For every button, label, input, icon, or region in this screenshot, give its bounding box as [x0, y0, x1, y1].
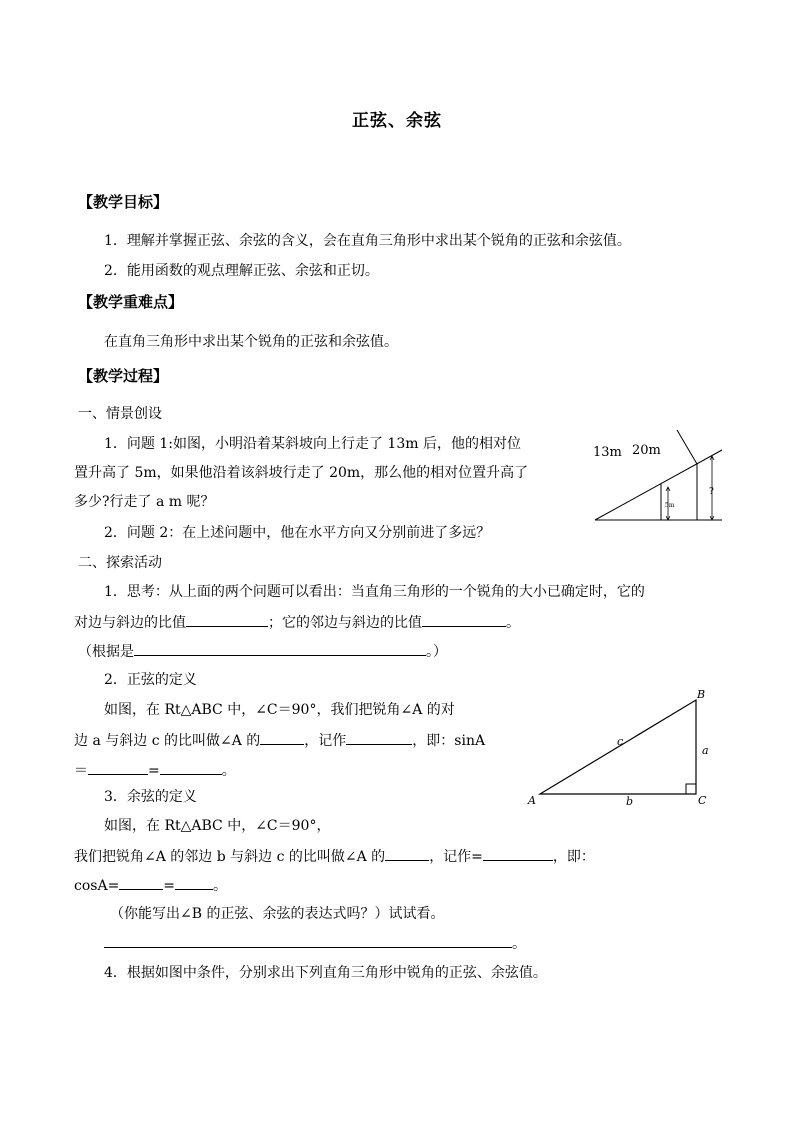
vertex-a-label: A [528, 794, 536, 807]
cosine-line1: 如图，在 Rt△ABC 中，∠C＝90°， [104, 818, 331, 834]
slope-figure [585, 428, 725, 528]
sine-line2: 边 a 与斜边 c 的比叫做∠A 的 ，记作 ，即：sinA [74, 729, 485, 751]
right-angle-mark [686, 784, 696, 794]
think-line1: 1．思考：从上面的两个问题可以看出：当直角三角形的一个锐角的大小已确定时，它的 [104, 584, 645, 600]
blank-sine-name[interactable] [260, 729, 304, 745]
label-5m: 5m [665, 502, 675, 509]
blank-basis[interactable] [134, 640, 426, 656]
blank-angle-b-expression[interactable] [104, 932, 512, 948]
triangle-figure [524, 686, 720, 810]
item4-text: 4．根据如图中条件，分别求出下列直角三角形中锐角的正弦、余弦值。 [104, 965, 547, 981]
goal-item-1: 1．理解并掌握正弦、余弦的含义，会在直角三角形中求出某个锐角的正弦和余弦值。 [104, 233, 631, 249]
side-c-label: c [617, 735, 624, 748]
cosine-line3: cosA= = 。 [74, 874, 227, 896]
section-process: 【教学过程】 [78, 367, 169, 385]
section-goals: 【教学目标】 [78, 193, 169, 211]
basis-line: （根据是 。） [78, 640, 447, 662]
blank-cosine-notation[interactable] [483, 845, 553, 861]
side-b-label: b [626, 795, 634, 808]
section-key-points: 【教学重难点】 [78, 293, 184, 311]
question1-line2: 置升高了 5m，如果他沿着该斜坡行走了 20m，那么他的相对位置升高了 [74, 465, 529, 481]
blank-sine-ratio1[interactable] [88, 759, 148, 775]
key-points-text: 在直角三角形中求出某个锐角的正弦和余弦值。 [104, 334, 398, 350]
blank-sine-notation[interactable] [346, 729, 412, 745]
label-13m: 13m [593, 445, 622, 460]
sine-heading: 2．正弦的定义 [104, 672, 197, 688]
label-question: ? [709, 487, 714, 497]
try-text: （你能写出∠B 的正弦、余弦的表达式吗？）试试看。 [110, 906, 445, 922]
label-20m: 20m [632, 443, 661, 458]
slope-line [595, 450, 722, 520]
think-line2: 对边与斜边的比值 ；它的邻边与斜边的比值 。 [74, 611, 520, 633]
sine-line3: ＝ = 。 [74, 759, 236, 781]
vertex-b-label: B [697, 688, 706, 701]
side-a-label: a [702, 744, 709, 757]
blank-cosine-ratio2[interactable] [175, 874, 213, 890]
blank-sine-ratio2[interactable] [160, 759, 222, 775]
cosine-heading: 3．余弦的定义 [104, 789, 197, 805]
goal-item-2: 2．能用函数的观点理解正弦、余弦和正切。 [104, 263, 379, 279]
page-title: 正弦、余弦 [352, 111, 442, 131]
question1-line3: 多少?行走了 a m 呢？ [74, 494, 215, 510]
blank-ratio-opposite[interactable] [186, 611, 268, 627]
blank-ratio-adjacent[interactable] [422, 611, 506, 627]
question2: 2．问题 2：在上述问题中，他在水平方向又分别前进了多远？ [104, 525, 491, 541]
sine-line1: 如图，在 Rt△ABC 中，∠C＝90°，我们把锐角∠A 的对 [104, 702, 455, 718]
try-answer-line: 。 [104, 932, 526, 954]
part2-heading: 二、探索活动 [78, 555, 162, 571]
blank-cosine-name[interactable] [385, 845, 429, 861]
cosine-line2: 我们把锐角∠A 的邻边 b 与斜边 c 的比叫做∠A 的 ，记作= ，即： [74, 845, 595, 867]
question1-line1: 1．问题 1:如图，小明沿着某斜坡向上行走了 13m 后，他的相对位 [104, 436, 521, 452]
part1-heading: 一、情景创设 [78, 406, 162, 422]
blank-cosine-ratio1[interactable] [119, 874, 163, 890]
tangent-line [677, 430, 697, 464]
vertex-c-label: C [698, 794, 707, 807]
